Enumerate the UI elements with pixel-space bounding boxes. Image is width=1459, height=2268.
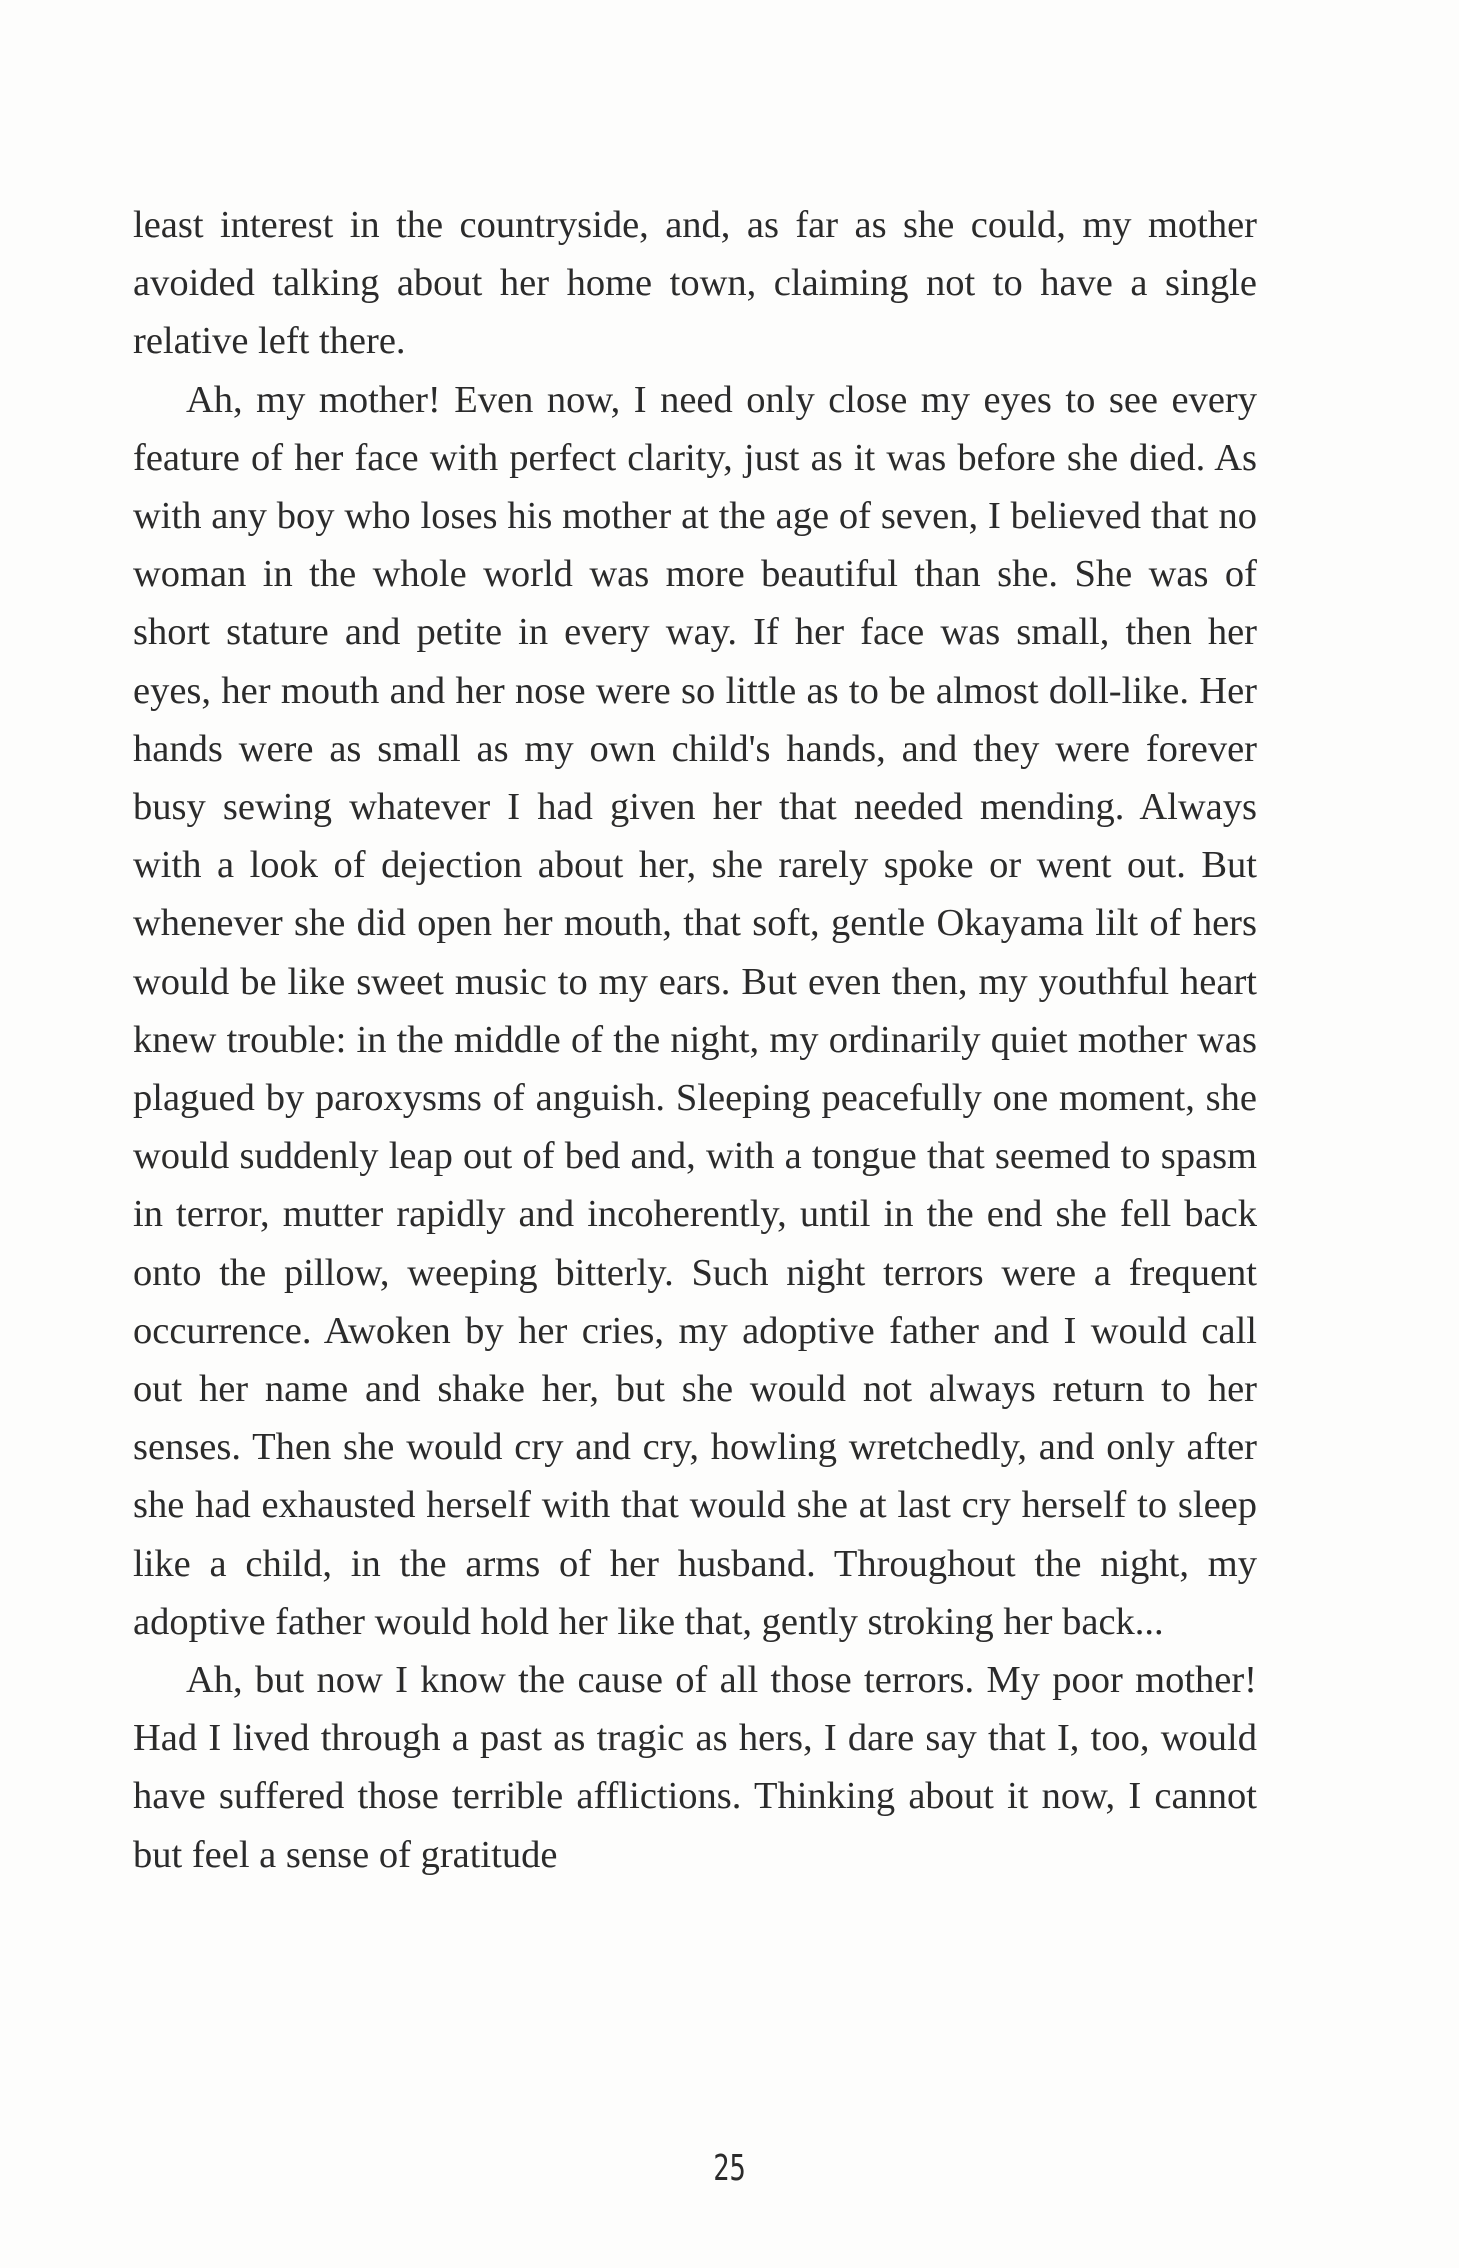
- body-text: [133, 196, 1257, 1884]
- paragraph-continued: least interest in the countryside, and, as far as she could, my mother avoided talking about her home town, claiming not to have a single relative left there.: [133, 204, 1257, 363]
- page-number: 25: [713, 2148, 746, 2189]
- paragraph-mother-memory: Ah, my mother! Even now, I need only close my eyes to see every feature of her face with perfect clarity, just as it was before she died. As with any boy who loses his mother at the age of seven, I believed that no woman in the whole world was more beautiful than she. She was of short stature and petite in every way. If her face was small, then her eyes, her mouth and her nose were so little as to be almost doll-like. Her hands were as small as my own child's hands, and they were forever busy sewing whatever I had given her that needed mending. Always with a look of dejection about her, she rarely spoke or went out. But whenever she did open her mouth, that soft, gentle Okayama lilt of hers would be like sweet music to my ears. But even then, my youthful heart knew trouble: in the middle of the night, my ordinarily quiet mother was plagued by paroxysms of anguish. Sleeping peacefully one moment, she would suddenly leap out of bed and, with a tongue that seemed to spasm in terror, mutter rapidly and incoherently, until in the end she fell back onto the pillow, weeping bitterly. Such night terrors were a frequent occurrence. Awoken by her cries, my adoptive father and I would call out her name and shake her, but she would not always return to her senses. Then she would cry and cry, howling wretchedly, and only after she had exhausted herself with that would she at last cry herself to sleep like a child, in the arms of her husband. Throughout the night, my adoptive father would hold her like that, gently stroking her back...: [133, 378, 1257, 1643]
- paragraph-cause-of-terrors: Ah, but now I know the cause of all those terrors. My poor mother! Had I lived through a past as tragic as hers, I dare say that I, too, would have suffered those terrible afflictions. Thinking about it now, I cannot but feel a sense of gratitude: [133, 1659, 1257, 1876]
